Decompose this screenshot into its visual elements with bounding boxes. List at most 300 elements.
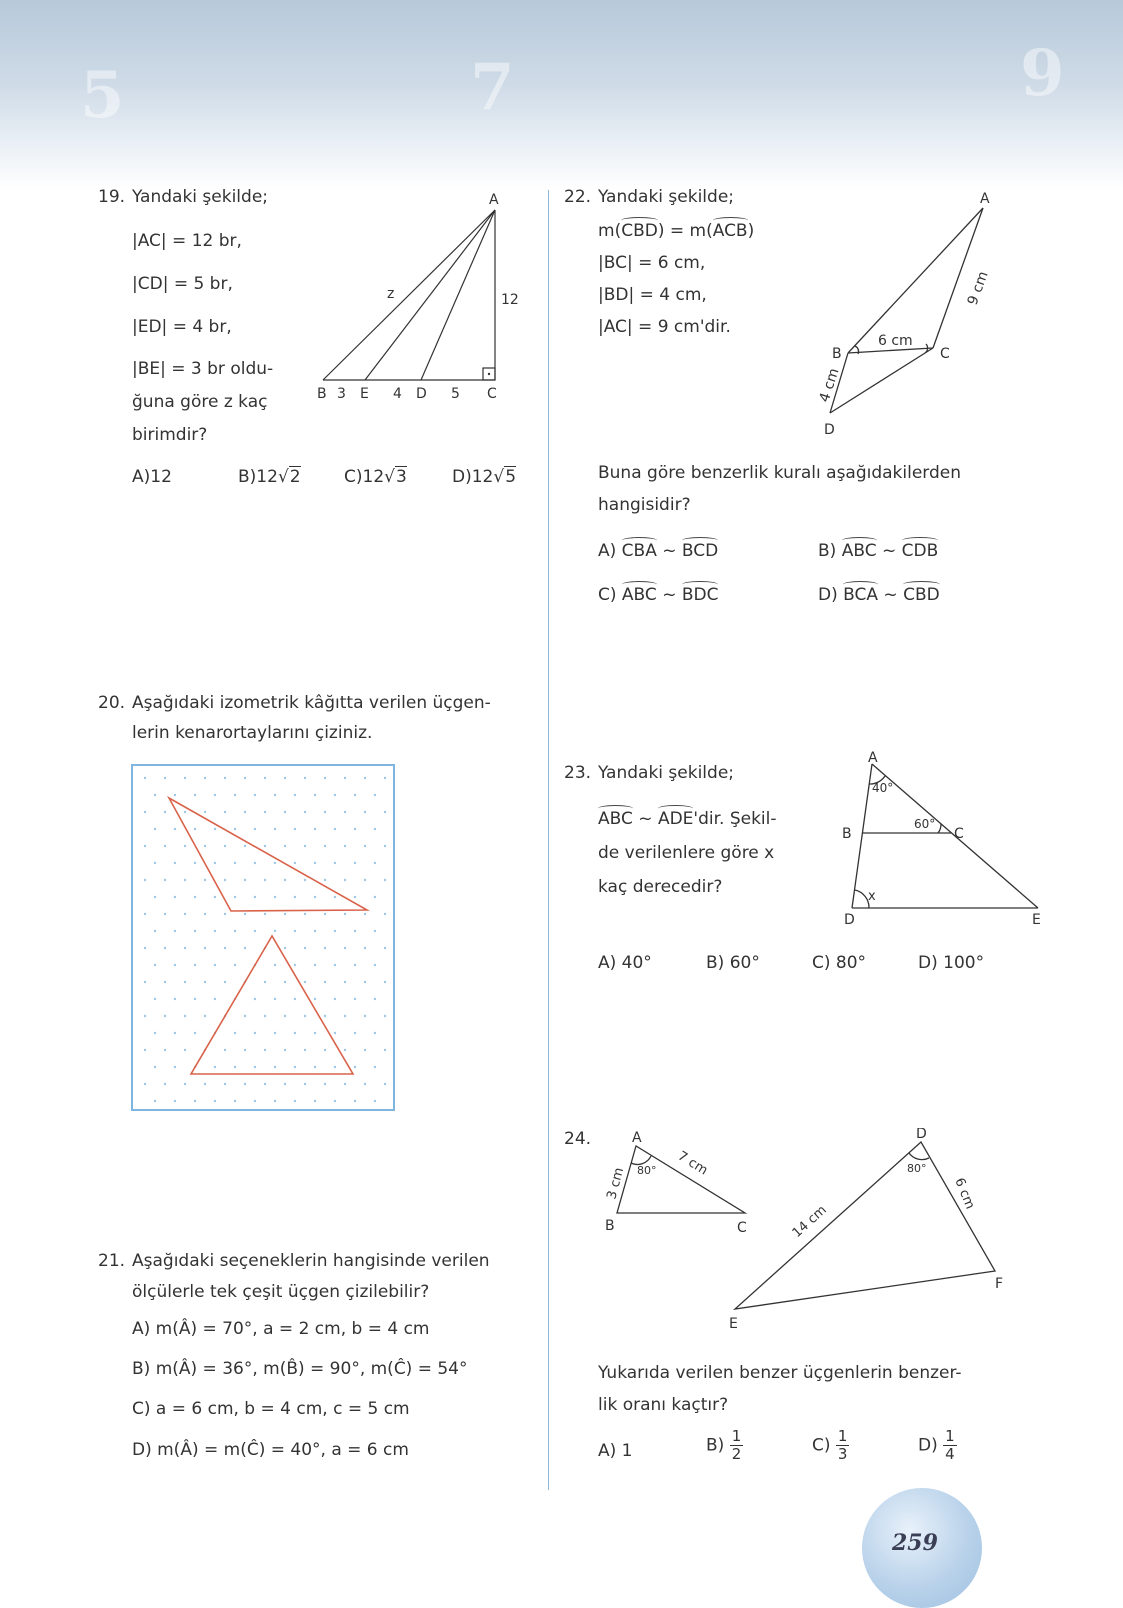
header-banner	[0, 0, 1123, 190]
grid-dot	[344, 811, 346, 813]
grid-dot	[194, 998, 196, 1000]
grid-dot	[224, 845, 226, 847]
grid-dot	[164, 981, 166, 983]
grid-dot	[174, 1066, 176, 1068]
question-number: 19.	[98, 187, 126, 207]
label-6cm: 6 cm	[878, 333, 913, 349]
option-b[interactable]	[706, 1428, 743, 1463]
grid-dot	[294, 862, 296, 864]
question-line: ölçülerle tek çeşit üçgen çizilebilir?	[132, 1282, 430, 1302]
grid-dot	[184, 1083, 186, 1085]
grid-dot	[204, 1015, 206, 1017]
option-root: 5	[505, 467, 517, 487]
given-line: |AC| = 9 cm'dir.	[598, 317, 731, 337]
grid-dot	[284, 1015, 286, 1017]
option-a[interactable]: A) 40°	[598, 953, 652, 973]
grid-dot	[174, 862, 176, 864]
given-line: |BC| = 6 cm,	[598, 253, 706, 273]
grid-dot	[314, 1032, 316, 1034]
grid-dot	[164, 879, 166, 881]
triangle-name: ADE	[657, 809, 694, 829]
grid-dot	[384, 811, 386, 813]
grid-dot	[334, 1066, 336, 1068]
fraction	[836, 1428, 850, 1463]
option-letter: D)	[918, 1435, 938, 1456]
grid-dot	[374, 964, 376, 966]
option-c[interactable]	[598, 584, 718, 606]
grid-dot	[364, 947, 366, 949]
grid-dot	[184, 947, 186, 949]
grid-dot	[364, 777, 366, 779]
label-x: x	[868, 889, 876, 904]
segment-ae	[365, 210, 495, 380]
question-line: lerin kenarortaylarını çiziniz.	[132, 723, 373, 743]
grid-dot	[344, 879, 346, 881]
grid-dot	[274, 964, 276, 966]
grid-dot	[284, 1049, 286, 1051]
grid-dot	[234, 1032, 236, 1034]
grid-dot	[344, 913, 346, 915]
grid-dot	[324, 1015, 326, 1017]
grid-dot	[144, 845, 146, 847]
grid-dot	[264, 879, 266, 881]
grid-dot	[314, 930, 316, 932]
triangle-name: ABC	[621, 585, 657, 605]
grid-dot	[214, 828, 216, 830]
grid-dot	[334, 828, 336, 830]
grid-dot	[234, 930, 236, 932]
grid-dot	[234, 964, 236, 966]
grid-dot	[214, 964, 216, 966]
grid-dot	[164, 1015, 166, 1017]
grid-dot	[194, 862, 196, 864]
grid-dot	[304, 879, 306, 881]
question-intro: Yandaki şekilde;	[132, 187, 268, 207]
grid-dot	[384, 1083, 386, 1085]
q24-triangles-figure	[595, 1128, 1015, 1338]
grid-dot	[254, 828, 256, 830]
grid-dot	[374, 1066, 376, 1068]
grid-dot	[304, 1015, 306, 1017]
option-text: 12	[362, 467, 385, 487]
grid-dot	[184, 981, 186, 983]
grid-dot	[294, 1066, 296, 1068]
grid-dot	[224, 879, 226, 881]
question-number: 23.	[564, 763, 592, 783]
grid-dot	[374, 862, 376, 864]
grid-dot	[364, 879, 366, 881]
grid-dot	[144, 947, 146, 949]
grid-dot	[324, 845, 326, 847]
triangle-name: BCA	[843, 585, 879, 605]
triangle-name: CBD	[903, 585, 940, 605]
option-letter: A)	[598, 541, 617, 561]
grid-dot	[364, 845, 366, 847]
grid-dot	[374, 896, 376, 898]
grid-dot	[204, 947, 206, 949]
similar-sign: ~	[662, 541, 677, 561]
grid-dot	[144, 1015, 146, 1017]
grid-dot	[284, 947, 286, 949]
grid-dot	[384, 879, 386, 881]
column-divider	[548, 190, 549, 1490]
q19-triangle-figure	[315, 190, 540, 415]
grid-dot	[184, 913, 186, 915]
grid-dot	[264, 845, 266, 847]
option-letter: C)	[812, 1435, 831, 1456]
grid-dot	[224, 1049, 226, 1051]
grid-dot	[354, 896, 356, 898]
question-number: 24.	[564, 1129, 592, 1149]
statement-suffix: 'dir. Şekil-	[693, 809, 777, 829]
label-d: D	[416, 386, 427, 402]
question-line: hangisidir?	[598, 495, 691, 515]
question-intro: Yandaki şekilde;	[598, 187, 734, 207]
grid-dot	[304, 845, 306, 847]
option-a[interactable]	[598, 540, 718, 562]
option-letter: A)	[132, 467, 151, 487]
grid-dot	[234, 1100, 236, 1102]
grid-dot	[264, 913, 266, 915]
grid-dot	[264, 1083, 266, 1085]
grid-dot	[244, 947, 246, 949]
grid-dot	[194, 964, 196, 966]
segment-ab	[323, 210, 495, 380]
watermark-digit: 7	[470, 50, 515, 125]
option-d[interactable]: D) 100°	[918, 953, 985, 973]
grid-dot	[294, 964, 296, 966]
grid-dot	[154, 998, 156, 1000]
label-a: A	[489, 192, 499, 208]
grid-dot	[384, 777, 386, 779]
label-a: A	[632, 1130, 642, 1146]
grid-dot	[234, 794, 236, 796]
label-d: D	[844, 912, 855, 928]
grid-dot	[384, 947, 386, 949]
grid-dot	[144, 1083, 146, 1085]
grid-dot	[214, 862, 216, 864]
grid-dot	[214, 896, 216, 898]
grid-dot	[154, 896, 156, 898]
grid-dot	[334, 930, 336, 932]
grid-dot	[274, 794, 276, 796]
label-c: C	[954, 826, 964, 842]
grid-dot	[284, 879, 286, 881]
label-60deg: 60°	[914, 817, 936, 831]
option-d[interactable]	[918, 1428, 957, 1463]
grid-dot	[224, 811, 226, 813]
grid-dot	[284, 777, 286, 779]
grid-dot	[274, 998, 276, 1000]
triangle-name: BCD	[681, 541, 719, 561]
label-3: 3	[337, 386, 346, 402]
label-a: A	[980, 191, 990, 207]
grid-dot	[254, 1100, 256, 1102]
grid-dot	[304, 811, 306, 813]
grid-dot	[244, 1049, 246, 1051]
grid-dot	[284, 981, 286, 983]
grid-dot	[144, 981, 146, 983]
grid-dot	[244, 845, 246, 847]
grid-dot	[224, 947, 226, 949]
label-4cm: 4 cm	[816, 366, 843, 405]
grid-dot	[214, 794, 216, 796]
grid-dot	[334, 998, 336, 1000]
numerator: 1	[731, 1427, 742, 1445]
grid-dot	[364, 913, 366, 915]
question-line: kaç derecedir?	[598, 877, 723, 897]
grid-dot	[224, 1083, 226, 1085]
grid-dot	[374, 998, 376, 1000]
option-b[interactable]	[818, 540, 938, 562]
grid-dot	[254, 1032, 256, 1034]
label-6cm: 6 cm	[951, 1175, 978, 1212]
measure-m: m	[598, 221, 615, 241]
grid-dot	[184, 1015, 186, 1017]
grid-dot	[154, 794, 156, 796]
grid-dot	[354, 1066, 356, 1068]
isometric-dot-paper[interactable]	[131, 764, 395, 1111]
grid-dot	[264, 777, 266, 779]
segment-ad	[852, 764, 872, 908]
option-letter: B)	[238, 467, 257, 487]
grid-dot	[384, 845, 386, 847]
label-3cm: 3 cm	[604, 1166, 628, 1202]
grid-dot	[254, 896, 256, 898]
grid-dot	[224, 981, 226, 983]
grid-dot	[324, 811, 326, 813]
grid-dot	[344, 845, 346, 847]
grid-dot	[254, 930, 256, 932]
grid-dot	[144, 913, 146, 915]
grid-dot	[344, 981, 346, 983]
triangle-name: BDC	[681, 585, 719, 605]
watermark-digit: 9	[1020, 36, 1065, 111]
grid-dot	[244, 913, 246, 915]
grid-dot	[314, 1066, 316, 1068]
grid-dot	[184, 777, 186, 779]
grid-dot	[204, 879, 206, 881]
question-line: Aşağıdaki izometrik kâğıtta verilen üçgen-	[132, 693, 491, 713]
grid-dot	[184, 1049, 186, 1051]
grid-dot	[294, 998, 296, 1000]
label-14cm: 14 cm	[789, 1202, 830, 1241]
grid-dot	[194, 930, 196, 932]
grid-dot	[144, 1049, 146, 1051]
grid-dot	[274, 862, 276, 864]
grid-dot	[244, 879, 246, 881]
grid-dot	[294, 1032, 296, 1034]
option-letter: D)	[452, 467, 472, 487]
grid-dot	[184, 811, 186, 813]
label-d: D	[824, 422, 835, 438]
grid-dot	[304, 981, 306, 983]
grid-dot	[384, 1015, 386, 1017]
q22-quadrilateral-figure	[808, 188, 1008, 438]
grid-dot	[294, 1100, 296, 1102]
label-z: z	[387, 286, 395, 302]
grid-dot	[344, 1083, 346, 1085]
grid-dot	[314, 998, 316, 1000]
similar-sign: ~	[662, 585, 677, 605]
given-line: |BE| = 3 br oldu-	[132, 359, 274, 379]
option-text: 12	[471, 467, 494, 487]
grid-dot	[304, 1049, 306, 1051]
grid-dot	[154, 1032, 156, 1034]
option-c[interactable]	[812, 1428, 849, 1463]
grid-dot	[254, 998, 256, 1000]
grid-dot	[194, 1100, 196, 1102]
fraction	[730, 1428, 744, 1463]
angle-cbd: CBD	[621, 221, 658, 241]
segment-dc	[830, 348, 933, 413]
paper-frame	[132, 765, 394, 1110]
grid-dot	[314, 964, 316, 966]
option-b[interactable]: B) 60°	[706, 953, 760, 973]
grid-dot	[304, 1083, 306, 1085]
numerator: 1	[837, 1427, 848, 1445]
grid-dot	[164, 947, 166, 949]
grid-dot	[204, 1083, 206, 1085]
grid-dot	[274, 828, 276, 830]
grid-dot	[154, 964, 156, 966]
grid-dot	[274, 1066, 276, 1068]
grid-dot	[214, 1100, 216, 1102]
fraction	[943, 1428, 957, 1463]
given-line: |BD| = 4 cm,	[598, 285, 707, 305]
grid-dot	[304, 913, 306, 915]
option-letter: B)	[706, 1435, 725, 1456]
grid-dot	[334, 862, 336, 864]
grid-dot	[334, 1032, 336, 1034]
grid-dot	[314, 862, 316, 864]
grid-dot	[254, 862, 256, 864]
grid-dot	[324, 1049, 326, 1051]
option-c[interactable]: C) a = 6 cm, b = 4 cm, c = 5 cm	[132, 1399, 410, 1419]
grid-dot	[354, 1032, 356, 1034]
label-d: D	[916, 1128, 927, 1142]
option-letter: C)	[598, 585, 617, 605]
option-d[interactable]: D)12√5	[452, 467, 517, 487]
grid-dot	[344, 1015, 346, 1017]
triangle-name: CBA	[621, 541, 657, 561]
triangle-name: ABC	[598, 809, 633, 829]
grid-dot	[324, 947, 326, 949]
grid-dot	[234, 896, 236, 898]
grid-dot	[344, 1049, 346, 1051]
question-line: de verilenlere göre x	[598, 843, 775, 863]
page-number: 259	[892, 1530, 938, 1556]
grid-dot	[184, 845, 186, 847]
option-a[interactable]: A) m(Â) = 70°, a = 2 cm, b = 4 cm	[132, 1319, 430, 1339]
grid-dot	[144, 879, 146, 881]
grid-dot	[374, 794, 376, 796]
grid-dot	[174, 828, 176, 830]
similar-sign: ~	[881, 541, 897, 561]
given-line: ğuna göre z kaç	[132, 392, 268, 412]
option-letter: B)	[818, 541, 837, 561]
numerator: 1	[945, 1427, 955, 1445]
grid-dot	[284, 811, 286, 813]
option-d[interactable]: D) m(Â) = m(Ĉ) = 40°, a = 6 cm	[132, 1440, 409, 1460]
grid-dot	[244, 1083, 246, 1085]
grid-dot	[344, 947, 346, 949]
grid-dot	[364, 811, 366, 813]
similarity-statement	[598, 808, 777, 830]
label-b: B	[605, 1218, 615, 1234]
grid-dot	[204, 845, 206, 847]
grid-dot	[324, 913, 326, 915]
grid-dot	[264, 1015, 266, 1017]
triangle-name: ABC	[841, 541, 877, 561]
grid-dot	[154, 1066, 156, 1068]
label-e: E	[360, 386, 369, 402]
grid-dot	[174, 998, 176, 1000]
grid-dot	[154, 862, 156, 864]
grid-dot	[314, 1100, 316, 1102]
option-a[interactable]: A) 1	[598, 1441, 633, 1461]
grid-dot	[174, 1100, 176, 1102]
option-b[interactable]: B)12√2	[238, 467, 301, 487]
watermark-digit: 5	[80, 58, 125, 133]
label-80deg-a: 80°	[637, 1164, 657, 1177]
grid-dot	[224, 777, 226, 779]
segment-ad	[421, 210, 495, 380]
option-letter: D)	[818, 585, 838, 605]
grid-dot	[334, 964, 336, 966]
label-7cm: 7 cm	[674, 1148, 711, 1179]
grid-dot	[264, 1049, 266, 1051]
option-letter: C)	[344, 467, 363, 487]
option-root: 3	[396, 467, 407, 487]
grid-dot	[374, 1032, 376, 1034]
option-c[interactable]: C) 80°	[812, 953, 867, 973]
grid-dot	[164, 913, 166, 915]
grid-dot	[354, 930, 356, 932]
label-e: E	[729, 1316, 738, 1332]
question-line: lik oranı kaçtır?	[598, 1395, 729, 1415]
label-b: B	[842, 826, 852, 842]
grid-dot	[194, 1032, 196, 1034]
grid-dot	[164, 1049, 166, 1051]
grid-dot	[164, 1083, 166, 1085]
grid-dot	[174, 794, 176, 796]
grid-dot	[204, 777, 206, 779]
option-d[interactable]	[818, 584, 940, 606]
option-text: 12	[256, 467, 278, 487]
grid-dot	[384, 913, 386, 915]
grid-dot	[164, 845, 166, 847]
grid-dot	[214, 930, 216, 932]
option-b[interactable]: B) m(Â) = 36°, m(B̂) = 90°, m(Ĉ) = 54°	[132, 1359, 468, 1379]
given-line: |AC| = 12 br,	[132, 231, 242, 251]
grid-dot	[274, 1032, 276, 1034]
question-number: 21.	[98, 1251, 126, 1271]
grid-dot	[284, 845, 286, 847]
grid-dot	[174, 930, 176, 932]
triangle-name: CDB	[901, 541, 939, 561]
grid-dot	[234, 862, 236, 864]
grid-dot	[384, 981, 386, 983]
grid-dot	[334, 896, 336, 898]
grid-dot	[194, 896, 196, 898]
grid-dot	[374, 930, 376, 932]
option-c[interactable]: C)12√3	[344, 467, 407, 487]
triangle-def	[735, 1142, 995, 1309]
given-line: |ED| = 4 br,	[132, 317, 232, 337]
option-a[interactable]	[132, 466, 172, 488]
grid-dot	[144, 777, 146, 779]
